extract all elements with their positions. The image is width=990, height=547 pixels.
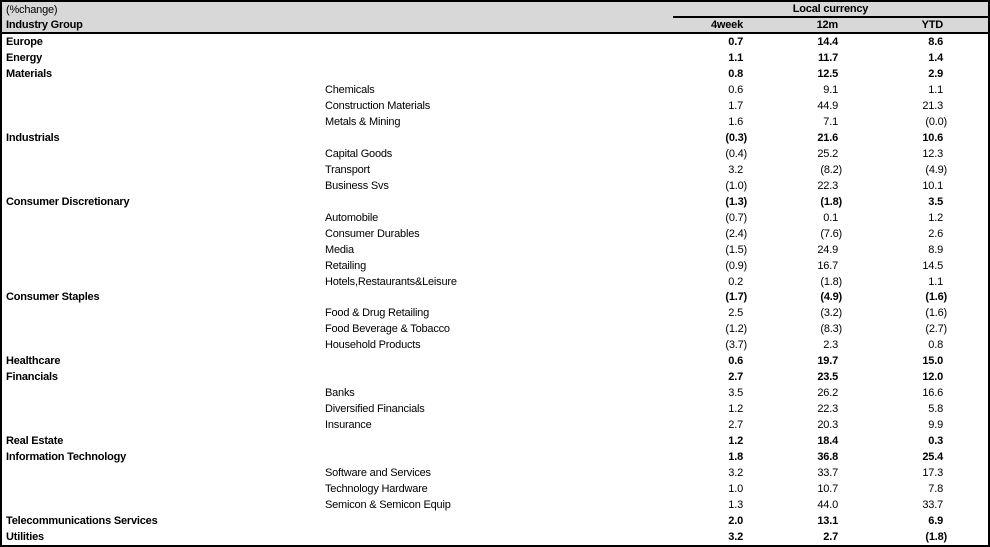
value-4week: 0.7 <box>728 35 743 48</box>
industry-label: Utilities <box>6 531 44 544</box>
industry-label: Consumer Staples <box>6 291 100 304</box>
value-4week: (0.4) <box>725 147 747 160</box>
value-4week: 3.5 <box>728 387 743 400</box>
value-4week: 0.6 <box>728 355 743 368</box>
sub-industry-label: Media <box>325 243 354 256</box>
value-4week: 1.6 <box>728 115 743 128</box>
value-12m: 9.1 <box>823 83 838 96</box>
value-12m: 23.5 <box>817 371 838 384</box>
table-row <box>2 337 988 353</box>
value-4week: 2.7 <box>728 371 743 384</box>
value-ytd: 15.0 <box>922 355 943 368</box>
value-ytd: 8.6 <box>928 35 943 48</box>
sub-industry-label: Automobile <box>325 211 379 224</box>
table-row <box>2 513 988 529</box>
table-row <box>2 178 988 194</box>
value-12m: 12.5 <box>817 67 838 80</box>
value-4week: 3.2 <box>728 163 743 176</box>
table-row <box>2 210 988 226</box>
industry-group-column-header: Industry Group <box>6 19 83 31</box>
value-4week: (1.0) <box>725 179 747 192</box>
value-ytd: (0.0) <box>925 115 947 128</box>
sub-industry-label: Transport <box>325 163 370 176</box>
header-columns-row <box>2 18 988 32</box>
sub-industry-label: Hotels,Restaurants&Leisure <box>325 275 457 288</box>
value-12m: (4.9) <box>820 291 842 304</box>
sub-industry-label: Diversified Financials <box>325 403 425 416</box>
industry-label: Telecommunications Services <box>6 515 158 528</box>
value-4week: (1.3) <box>725 195 747 208</box>
value-ytd: 10.6 <box>922 131 943 144</box>
value-4week: 0.2 <box>728 275 743 288</box>
table-row <box>2 449 988 465</box>
value-ytd: 7.8 <box>928 483 943 496</box>
value-4week: 1.7 <box>728 99 743 112</box>
value-ytd: 6.9 <box>928 515 943 528</box>
value-4week: (1.2) <box>725 323 747 336</box>
sub-industry-label: Business Svs <box>325 179 389 192</box>
value-12m: (1.8) <box>820 275 842 288</box>
table-row <box>2 497 988 513</box>
value-ytd: 2.9 <box>928 67 943 80</box>
value-4week: (1.7) <box>725 291 747 304</box>
value-4week: (1.5) <box>725 243 747 256</box>
value-ytd: 1.2 <box>928 211 943 224</box>
sub-industry-label: Insurance <box>325 419 372 432</box>
value-ytd: (2.7) <box>925 323 947 336</box>
value-4week: 2.5 <box>728 307 743 320</box>
value-12m: 2.7 <box>823 531 838 544</box>
value-4week: (2.4) <box>725 227 747 240</box>
table-row <box>2 401 988 417</box>
industry-label: Energy <box>6 51 43 64</box>
value-ytd: 9.9 <box>928 419 943 432</box>
value-4week: 1.0 <box>728 483 743 496</box>
value-12m: 21.6 <box>817 131 838 144</box>
table-row <box>2 194 988 210</box>
value-4week: 1.2 <box>728 403 743 416</box>
value-4week: 3.2 <box>728 531 743 544</box>
value-ytd: 1.1 <box>928 275 943 288</box>
value-12m: 7.1 <box>823 115 838 128</box>
sub-industry-label: Technology Hardware <box>325 483 428 496</box>
industry-label: Healthcare <box>6 355 61 368</box>
value-12m: 10.7 <box>817 483 838 496</box>
value-4week: 3.2 <box>728 467 743 480</box>
sub-industry-label: Banks <box>325 387 355 400</box>
sub-industry-label: Household Products <box>325 339 421 352</box>
value-12m: 14.4 <box>817 35 838 48</box>
table-row <box>2 66 988 82</box>
value-12m: 11.7 <box>817 51 838 64</box>
table-row <box>2 433 988 449</box>
value-ytd: 12.3 <box>922 147 943 160</box>
table-row <box>2 321 988 337</box>
value-12m: (1.8) <box>820 195 842 208</box>
column-header-12m: 12m <box>816 19 838 31</box>
table-header <box>2 2 988 34</box>
sub-industry-label: Consumer Durables <box>325 227 420 240</box>
value-12m: (8.3) <box>820 323 842 336</box>
table-row <box>2 98 988 114</box>
value-ytd: 1.4 <box>928 51 943 64</box>
table-row <box>2 290 988 306</box>
value-12m: 44.0 <box>817 499 838 512</box>
value-4week: 1.3 <box>728 499 743 512</box>
industry-label: Financials <box>6 371 58 384</box>
value-ytd: 25.4 <box>922 451 943 464</box>
value-ytd: 33.7 <box>922 499 943 512</box>
value-12m: 18.4 <box>817 435 838 448</box>
value-4week: (0.9) <box>725 259 747 272</box>
value-4week: 2.0 <box>728 515 743 528</box>
table-row <box>2 82 988 98</box>
value-ytd: (1.6) <box>925 307 947 320</box>
industry-label: Real Estate <box>6 435 64 448</box>
value-ytd: 0.3 <box>928 435 943 448</box>
value-ytd: 2.6 <box>928 227 943 240</box>
local-currency-label: Local currency <box>792 3 869 15</box>
value-ytd: 21.3 <box>922 99 943 112</box>
table-body <box>2 34 988 545</box>
table-row <box>2 305 988 321</box>
value-12m: 26.2 <box>817 387 838 400</box>
table-row <box>2 146 988 162</box>
industry-label: Europe <box>6 35 43 48</box>
value-4week: 1.8 <box>728 451 743 464</box>
sub-industry-label: Capital Goods <box>325 147 393 160</box>
value-ytd: 1.1 <box>928 83 943 96</box>
local-currency-group-header <box>673 2 988 18</box>
industry-label: Materials <box>6 67 52 80</box>
sub-industry-label: Chemicals <box>325 83 375 96</box>
value-12m: 16.7 <box>817 259 838 272</box>
table-row <box>2 417 988 433</box>
value-ytd: (1.6) <box>925 291 947 304</box>
sub-industry-label: Software and Services <box>325 467 431 480</box>
industry-label: Industrials <box>6 131 60 144</box>
value-ytd: (4.9) <box>925 163 947 176</box>
value-12m: 19.7 <box>817 355 838 368</box>
value-12m: (3.2) <box>820 307 842 320</box>
value-ytd: 14.5 <box>922 259 943 272</box>
table-row <box>2 385 988 401</box>
value-4week: 0.6 <box>728 83 743 96</box>
value-12m: 25.2 <box>817 147 838 160</box>
sub-industry-label: Food & Drug Retailing <box>325 307 430 320</box>
table-row <box>2 481 988 497</box>
value-4week: (3.7) <box>725 339 747 352</box>
value-12m: (7.6) <box>820 227 842 240</box>
table-row <box>2 226 988 242</box>
value-4week: (0.7) <box>725 211 747 224</box>
value-ytd: 10.1 <box>922 179 943 192</box>
value-ytd: 8.9 <box>928 243 943 256</box>
column-header-ytd: YTD <box>921 19 943 31</box>
value-12m: 13.1 <box>817 515 838 528</box>
value-4week: 1.2 <box>728 435 743 448</box>
value-12m: 20.3 <box>817 419 838 432</box>
value-ytd: 5.8 <box>928 403 943 416</box>
sub-industry-label: Food Beverage & Tobacco <box>325 323 450 336</box>
sub-industry-label: Construction Materials <box>325 99 431 112</box>
value-4week: 0.8 <box>728 67 743 80</box>
table-row <box>2 130 988 146</box>
sub-industry-label: Semicon & Semicon Equip <box>325 499 451 512</box>
table-row <box>2 465 988 481</box>
value-12m: 22.3 <box>817 403 838 416</box>
column-header-4week: 4week <box>710 19 743 31</box>
value-12m: 0.1 <box>823 211 838 224</box>
value-12m: 22.3 <box>817 179 838 192</box>
sub-industry-label: Retailing <box>325 259 367 272</box>
value-ytd: (1.8) <box>925 531 947 544</box>
percent-change-label: (%change) <box>6 4 58 16</box>
table-row <box>2 114 988 130</box>
value-4week: (0.3) <box>725 131 747 144</box>
value-12m: 2.3 <box>823 339 838 352</box>
sub-industry-label: Metals & Mining <box>325 115 401 128</box>
table-row <box>2 353 988 369</box>
industry-label: Consumer Discretionary <box>6 195 130 208</box>
value-12m: 24.9 <box>817 243 838 256</box>
table-row <box>2 242 988 258</box>
value-ytd: 0.8 <box>928 339 943 352</box>
value-12m: 33.7 <box>817 467 838 480</box>
value-12m: 44.9 <box>817 99 838 112</box>
table-row <box>2 258 988 274</box>
value-ytd: 3.5 <box>928 195 943 208</box>
table-row <box>2 34 988 50</box>
value-4week: 1.1 <box>728 51 743 64</box>
table-row <box>2 369 988 385</box>
value-ytd: 12.0 <box>922 371 943 384</box>
table-row <box>2 162 988 178</box>
table-row <box>2 274 988 290</box>
value-ytd: 17.3 <box>922 467 943 480</box>
value-4week: 2.7 <box>728 419 743 432</box>
value-ytd: 16.6 <box>922 387 943 400</box>
industry-label: Information Technology <box>6 451 127 464</box>
value-12m: 36.8 <box>817 451 838 464</box>
table-row <box>2 50 988 66</box>
value-12m: (8.2) <box>820 163 842 176</box>
table-row <box>2 529 988 545</box>
